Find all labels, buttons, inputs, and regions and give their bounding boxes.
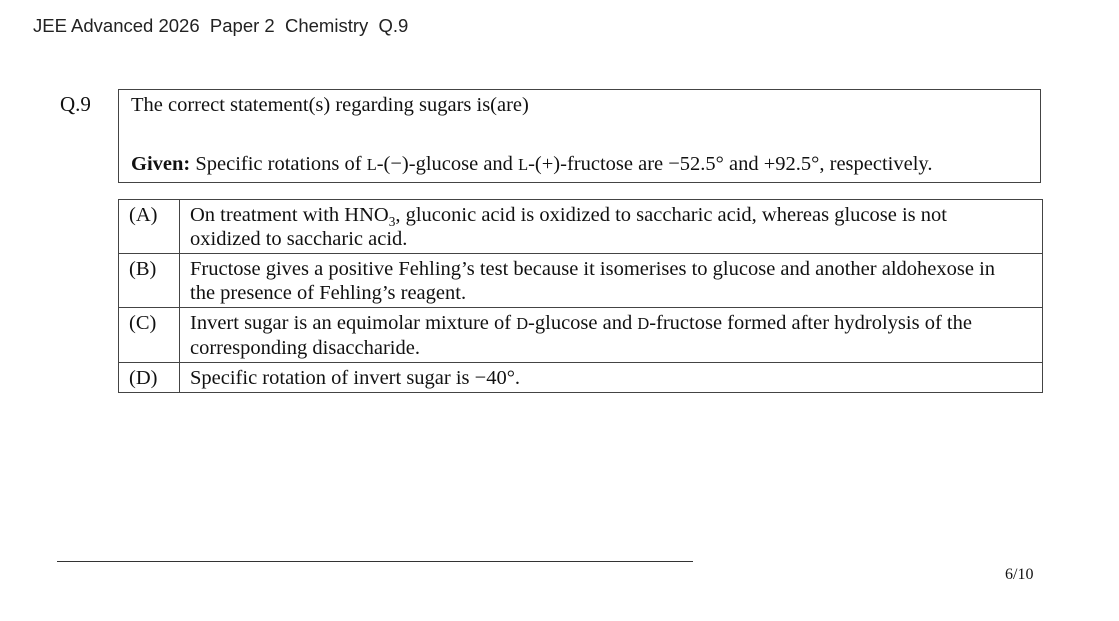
option-a-text-part2: , gluconic acid is oxidized to saccharic acid, whereas glucose is not oxidized to saccharic acid. [190, 204, 947, 250]
given-statement [131, 153, 932, 176]
small-cap-D-1: D [516, 314, 529, 333]
option-text-d: Specific rotation of invert sugar is −40°. [180, 363, 1043, 393]
given-text-2: -(−)-glucose and [376, 153, 519, 175]
option-c-text-part1: Invert sugar is an equimolar mixture of [190, 312, 517, 334]
option-label-c: (C) [119, 308, 180, 363]
page-number: 6/10 [1005, 566, 1034, 583]
given-label: Given: [131, 153, 191, 175]
exam-header: JEE Advanced 2026 Paper 2 Chemistry Q.9 [33, 15, 409, 36]
given-text-1: Specific rotations of [190, 153, 367, 175]
option-label-d: (D) [119, 363, 180, 393]
option-text-c [180, 308, 1043, 363]
question-stem: The correct statement(s) regarding sugars is(are) [131, 94, 529, 116]
option-c-text-part3: -fructose formed after hydrolysis of the corresponding disaccharide. [190, 312, 972, 359]
option-label-b: (B) [119, 254, 180, 308]
option-a-text-part1: On treatment with HNO [190, 204, 389, 226]
option-row-d[interactable] [119, 363, 1043, 393]
small-cap-L-2: L [518, 155, 529, 174]
option-row-a[interactable] [119, 200, 1043, 254]
question-stem-box [118, 89, 1041, 183]
option-label-a: (A) [119, 200, 180, 254]
question-number: Q.9 [60, 92, 91, 116]
small-cap-L-1: L [366, 155, 377, 174]
given-text-3: -(+)-fructose are −52.5° and +92.5°, respectively. [528, 153, 933, 175]
options-table [118, 199, 1043, 393]
option-text-b: Fructose gives a positive Fehling’s test because it isomerises to glucose and another aldohexose in the presence of Fehling’s reagent. [180, 254, 1043, 308]
option-a-subscript: 3 [388, 214, 396, 230]
small-cap-D-2: D [637, 314, 650, 333]
option-row-c[interactable] [119, 308, 1043, 363]
option-row-b[interactable] [119, 254, 1043, 308]
option-text-a [180, 200, 1043, 254]
option-c-text-part2: -glucose and [528, 312, 638, 334]
footer-divider [57, 561, 693, 562]
